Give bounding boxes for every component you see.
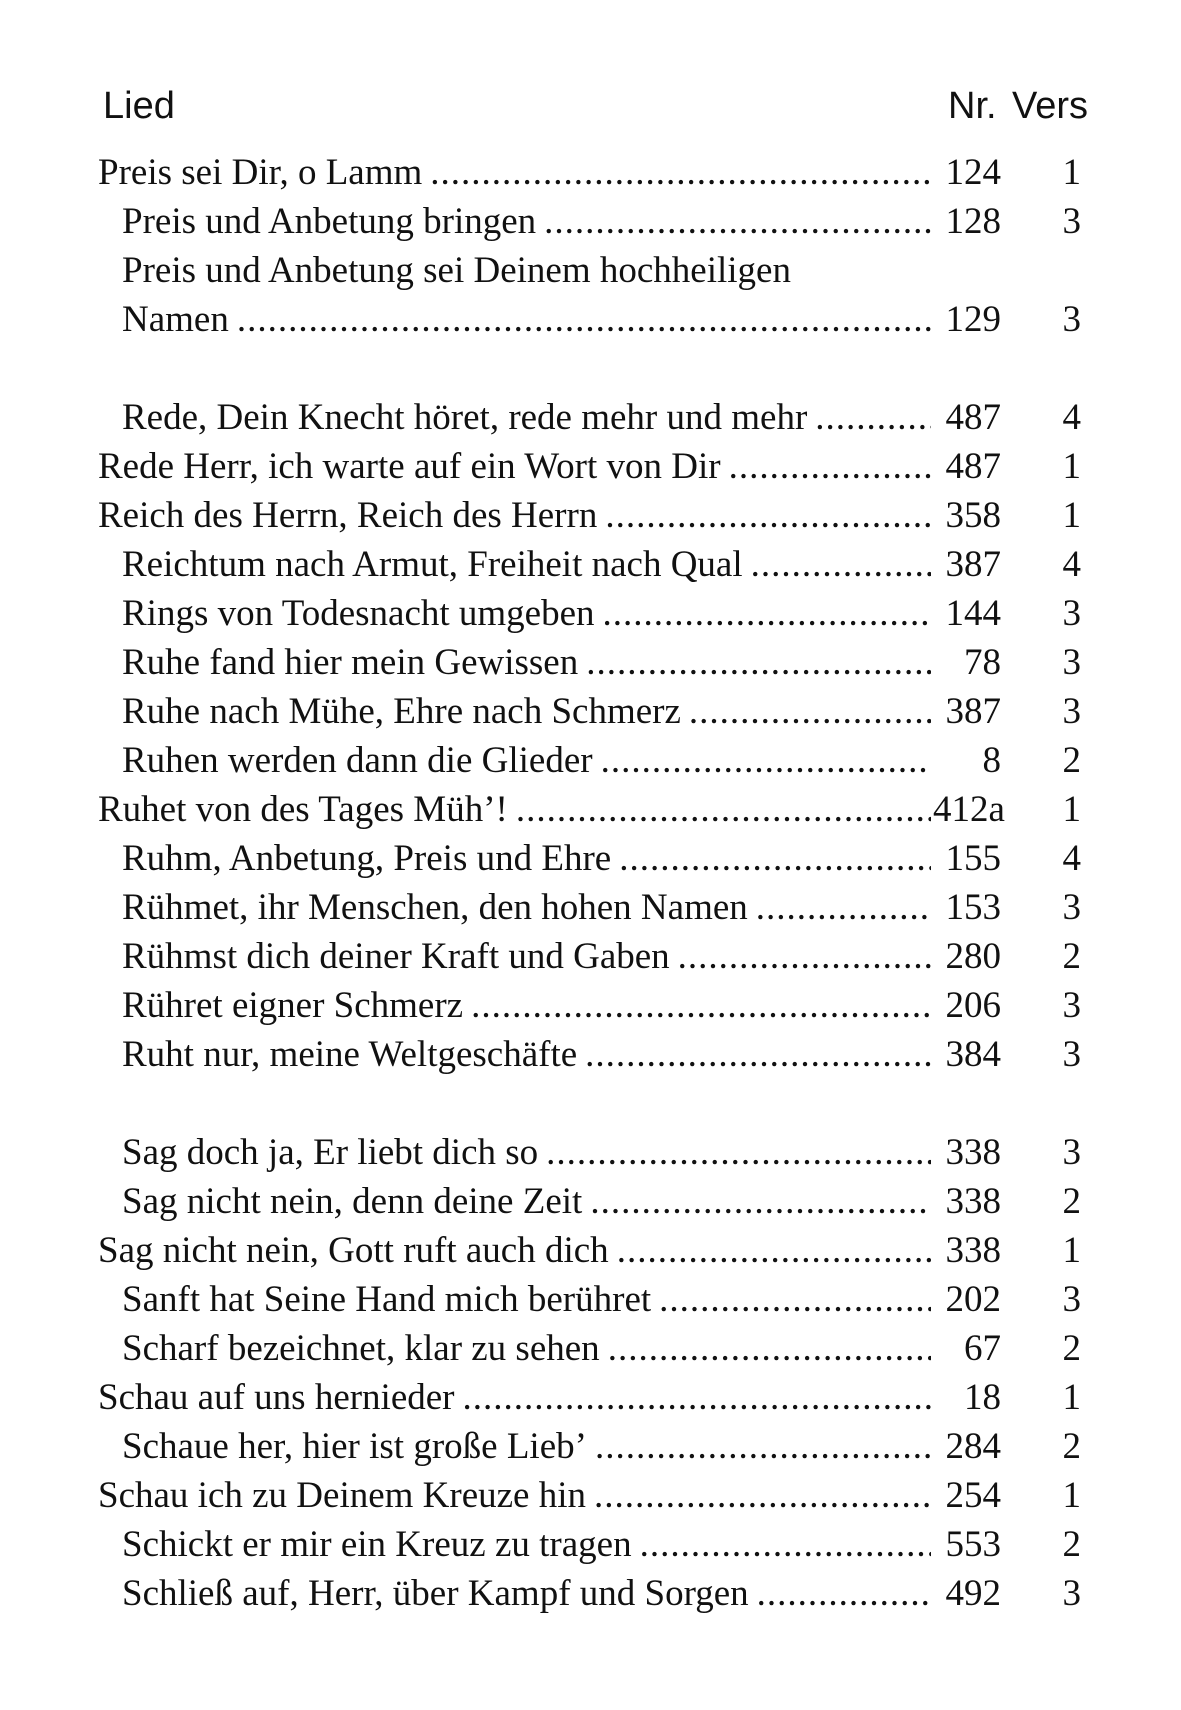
entry-number: 412a xyxy=(933,789,1005,830)
entry-title: Ruhen werden dann die Glieder xyxy=(122,740,593,781)
entry-verse: 1 xyxy=(1062,1230,1081,1271)
entry-verse: 3 xyxy=(1062,201,1081,242)
entry-title-line xyxy=(122,295,931,344)
entry-title: Reich des Herrn, Reich des Herrn xyxy=(98,495,598,536)
entry-verse: 1 xyxy=(1062,446,1081,487)
entry-title: Reichtum nach Armut, Freiheit nach Qual xyxy=(122,544,743,585)
entry-verse: 3 xyxy=(1062,1573,1081,1614)
index-entry xyxy=(0,736,1181,785)
entry-verse: 1 xyxy=(1062,495,1081,536)
entry-title-line xyxy=(98,785,931,834)
index-entry xyxy=(0,1422,1181,1471)
entry-title-line xyxy=(122,393,931,442)
entry-number: 18 xyxy=(964,1377,1001,1418)
entry-title-line xyxy=(122,540,931,589)
entry-verse: 3 xyxy=(1062,593,1081,634)
entry-title-line xyxy=(98,1373,931,1422)
entry-number: 284 xyxy=(945,1426,1001,1467)
dot-leader xyxy=(471,981,931,1030)
index-entry xyxy=(0,932,1181,981)
dot-leader xyxy=(640,1520,931,1569)
index-entry xyxy=(0,1128,1181,1177)
entry-number: 155 xyxy=(945,838,1001,879)
entry-title-line xyxy=(122,1275,931,1324)
entry-title: Rings von Todesnacht umgeben xyxy=(122,593,595,634)
entry-number: 387 xyxy=(945,691,1001,732)
entry-number: 338 xyxy=(945,1181,1001,1222)
entry-number: 358 xyxy=(945,495,1001,536)
entry-title: Namen xyxy=(122,299,229,340)
dot-leader xyxy=(729,442,931,491)
dot-leader xyxy=(463,1373,931,1422)
entry-verse: 2 xyxy=(1062,1524,1081,1565)
entry-number: 487 xyxy=(945,397,1001,438)
entry-title: Schaue her, hier ist große Lieb’ xyxy=(122,1426,587,1467)
entry-title: Sag nicht nein, denn deine Zeit xyxy=(122,1181,583,1222)
dot-leader xyxy=(595,1422,931,1471)
entry-title-line xyxy=(98,148,931,197)
index-entry xyxy=(0,1569,1181,1618)
entry-number: 144 xyxy=(945,593,1001,634)
entry-verse: 3 xyxy=(1062,691,1081,732)
entry-number: 128 xyxy=(945,201,1001,242)
entry-number: 129 xyxy=(945,299,1001,340)
entry-title-line xyxy=(122,834,931,883)
index-entry xyxy=(0,1373,1181,1422)
entry-title: Schau ich zu Deinem Kreuze hin xyxy=(98,1475,587,1516)
entry-title-line xyxy=(122,197,931,246)
entry-title: Rühmst dich deiner Kraft und Gaben xyxy=(122,936,670,977)
entry-title-line xyxy=(122,883,931,932)
dot-leader xyxy=(659,1275,931,1324)
index-entry xyxy=(0,1030,1181,1079)
entry-title-line xyxy=(122,1177,931,1226)
entry-title-line xyxy=(122,687,931,736)
entry-title: Ruhe fand hier mein Gewissen xyxy=(122,642,579,683)
dot-leader xyxy=(756,883,931,932)
entry-number: 487 xyxy=(945,446,1001,487)
entry-title: Ruhet von des Tages Müh’! xyxy=(98,789,508,830)
entry-title: Sag doch ja, Er liebt dich so xyxy=(122,1132,539,1173)
entry-verse: 2 xyxy=(1062,936,1081,977)
entry-title: Preis und Anbetung sei Deinem hochheiligen xyxy=(122,250,791,291)
entry-title-line xyxy=(98,1226,931,1275)
index-entry xyxy=(0,148,1181,197)
entry-verse: 4 xyxy=(1062,838,1081,879)
entry-title: Schließ auf, Herr, über Kampf und Sorgen xyxy=(122,1573,749,1614)
entry-verse: 4 xyxy=(1062,544,1081,585)
dot-leader xyxy=(608,1324,931,1373)
entry-verse: 3 xyxy=(1062,1034,1081,1075)
entry-number: 338 xyxy=(945,1132,1001,1173)
dot-leader xyxy=(594,1471,931,1520)
index-entry xyxy=(0,638,1181,687)
entry-verse: 1 xyxy=(1062,1377,1081,1418)
entry-verse: 2 xyxy=(1062,1181,1081,1222)
dot-leader xyxy=(617,1226,931,1275)
index-entry xyxy=(0,197,1181,246)
dot-leader xyxy=(601,736,931,785)
entry-title: Ruhm, Anbetung, Preis und Ehre xyxy=(122,838,612,879)
index-entry xyxy=(0,442,1181,491)
dot-leader xyxy=(590,1177,931,1226)
index-entries xyxy=(0,148,1181,1618)
dot-leader xyxy=(815,393,931,442)
index-entry xyxy=(0,785,1181,834)
entry-verse: 3 xyxy=(1062,887,1081,928)
dot-leader xyxy=(544,197,931,246)
entry-title: Ruht nur, meine Weltgeschäfte xyxy=(122,1034,578,1075)
entry-title-line xyxy=(122,1569,931,1618)
entry-title-line xyxy=(122,1128,931,1177)
entry-verse: 4 xyxy=(1062,397,1081,438)
index-entry xyxy=(0,1275,1181,1324)
entry-verse: 2 xyxy=(1062,740,1081,781)
dot-leader xyxy=(585,1030,931,1079)
dot-leader xyxy=(237,295,931,344)
entry-verse: 1 xyxy=(1062,152,1081,193)
index-entry xyxy=(0,393,1181,442)
entry-verse: 3 xyxy=(1062,1132,1081,1173)
dot-leader xyxy=(516,785,931,834)
dot-leader xyxy=(605,491,931,540)
index-entry xyxy=(0,1324,1181,1373)
entry-title: Scharf bezeichnet, klar zu sehen xyxy=(122,1328,600,1369)
index-entry xyxy=(0,246,1181,295)
index-entry xyxy=(0,834,1181,883)
entry-number: 280 xyxy=(945,936,1001,977)
index-entry xyxy=(0,1471,1181,1520)
entry-verse: 3 xyxy=(1062,1279,1081,1320)
dot-leader xyxy=(619,834,931,883)
entry-title-line xyxy=(122,932,931,981)
column-header-vers: Vers xyxy=(1012,85,1089,127)
entry-title: Preis und Anbetung bringen xyxy=(122,201,537,242)
entry-number: 384 xyxy=(945,1034,1001,1075)
entry-title: Sag nicht nein, Gott ruft auch dich xyxy=(98,1230,609,1271)
entry-verse: 2 xyxy=(1062,1328,1081,1369)
entry-number: 254 xyxy=(945,1475,1001,1516)
entry-title-line xyxy=(122,246,1021,295)
dot-leader xyxy=(751,540,931,589)
entry-title: Sanft hat Seine Hand mich berühret xyxy=(122,1279,652,1320)
entry-title: Schickt er mir ein Kreuz zu tragen xyxy=(122,1524,632,1565)
entry-number: 78 xyxy=(964,642,1001,683)
entry-number: 202 xyxy=(945,1279,1001,1320)
entry-title-line xyxy=(122,736,931,785)
entry-title-line xyxy=(122,638,931,687)
entry-title-line xyxy=(98,1471,931,1520)
dot-leader xyxy=(430,148,931,197)
entry-verse: 2 xyxy=(1062,1426,1081,1467)
entry-verse: 1 xyxy=(1062,789,1081,830)
entry-verse: 3 xyxy=(1062,299,1081,340)
entry-verse: 3 xyxy=(1062,642,1081,683)
entry-title: Rede Herr, ich warte auf ein Wort von Dir xyxy=(98,446,721,487)
entry-title-line xyxy=(122,1520,931,1569)
index-entry xyxy=(0,883,1181,932)
entry-title: Ruhe nach Mühe, Ehre nach Schmerz xyxy=(122,691,681,732)
entry-verse: 3 xyxy=(1062,985,1081,1026)
index-entry xyxy=(0,295,1181,344)
entry-title-line xyxy=(122,589,931,638)
entry-title-line xyxy=(122,1324,931,1373)
index-entry xyxy=(0,687,1181,736)
column-header-nr: Nr. xyxy=(948,85,997,127)
entry-title-line xyxy=(122,981,931,1030)
index-entry xyxy=(0,491,1181,540)
index-entry xyxy=(0,1520,1181,1569)
dot-leader xyxy=(546,1128,931,1177)
dot-leader xyxy=(678,932,931,981)
entry-title-line xyxy=(98,442,931,491)
entry-number: 553 xyxy=(945,1524,1001,1565)
entry-title: Preis sei Dir, o Lamm xyxy=(98,152,423,193)
entry-number: 492 xyxy=(945,1573,1001,1614)
entry-title: Schau auf uns hernieder xyxy=(98,1377,455,1418)
entry-title-line xyxy=(98,491,931,540)
index-entry xyxy=(0,589,1181,638)
entry-number: 8 xyxy=(982,740,1001,781)
entry-number: 67 xyxy=(964,1328,1001,1369)
entry-verse: 1 xyxy=(1062,1475,1081,1516)
dot-leader xyxy=(689,687,931,736)
entry-number: 153 xyxy=(945,887,1001,928)
entry-number: 338 xyxy=(945,1230,1001,1271)
index-entry xyxy=(0,1226,1181,1275)
dot-leader xyxy=(757,1569,931,1618)
entry-number: 124 xyxy=(945,152,1001,193)
index-entry xyxy=(0,540,1181,589)
entry-number: 387 xyxy=(945,544,1001,585)
entry-title: Rede, Dein Knecht höret, rede mehr und mehr xyxy=(122,397,808,438)
entry-title-line xyxy=(122,1030,931,1079)
index-entry xyxy=(0,1177,1181,1226)
dot-leader xyxy=(603,589,931,638)
entry-title: Rühret eigner Schmerz xyxy=(122,985,464,1026)
column-header-lied: Lied xyxy=(103,85,175,127)
index-entry xyxy=(0,981,1181,1030)
entry-number: 206 xyxy=(945,985,1001,1026)
dot-leader xyxy=(586,638,931,687)
entry-title-line xyxy=(122,1422,931,1471)
entry-title: Rühmet, ihr Menschen, den hohen Namen xyxy=(122,887,748,928)
